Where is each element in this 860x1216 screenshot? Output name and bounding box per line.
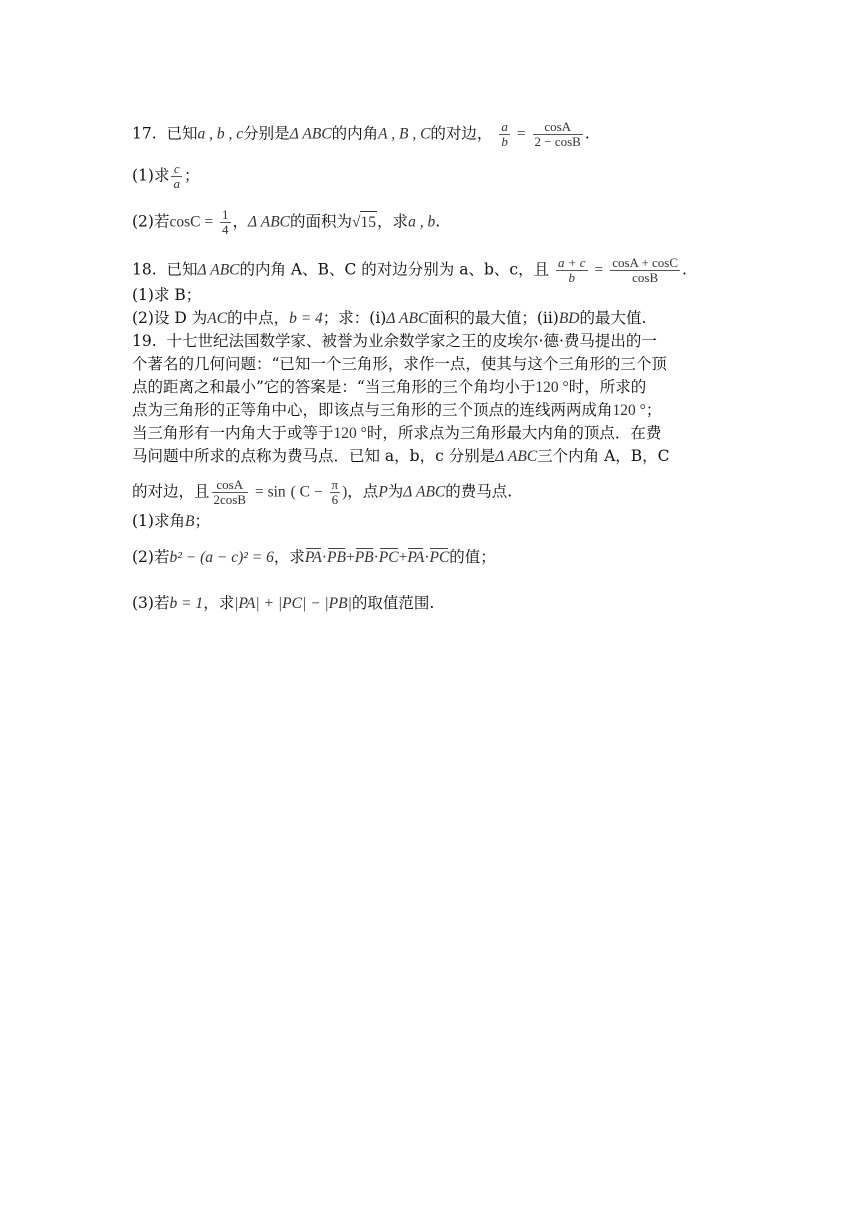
denominator: b	[501, 134, 508, 149]
text: .	[435, 212, 441, 231]
text: 为	[387, 482, 404, 501]
fraction	[556, 256, 588, 285]
q19-part3	[132, 592, 434, 615]
math: ·	[424, 549, 430, 566]
numerator: c	[171, 162, 182, 177]
text: 的费马点.	[445, 482, 513, 501]
vector: PC	[379, 547, 399, 569]
text: (2)若	[132, 212, 170, 231]
denominator: 6	[331, 492, 339, 507]
fraction	[212, 478, 249, 507]
text: (1)求	[132, 166, 170, 185]
q18-part2	[132, 307, 646, 330]
math: BD	[558, 310, 580, 327]
math: B	[184, 513, 195, 530]
text: 当三角形有一内角大于或等于	[132, 424, 334, 442]
text: 三个内角 A，B，C	[537, 447, 670, 465]
radicand: 15	[360, 211, 378, 234]
denominator: cosB	[632, 270, 659, 285]
fraction	[499, 120, 510, 149]
q19-line-1	[132, 330, 657, 352]
vector: PA	[305, 547, 322, 569]
q19-line-7	[132, 478, 512, 507]
text: .	[584, 124, 590, 143]
text: 分别是	[243, 124, 290, 143]
math: +	[345, 549, 355, 566]
text: 的中点，	[227, 309, 290, 327]
numerator: π	[331, 477, 339, 492]
math: AC	[207, 310, 228, 327]
text: 的对边，	[430, 124, 493, 143]
denominator: 4	[222, 222, 229, 237]
math: = sin	[254, 483, 286, 501]
math: Δ ABC	[197, 261, 240, 279]
q17-number: 17.	[132, 124, 157, 143]
denominator: 2 − cosB	[534, 134, 581, 149]
math: Δ ABC	[289, 125, 332, 143]
numerator: cosA + cosC	[612, 255, 679, 270]
text: ；	[183, 166, 200, 185]
text: ，求	[273, 548, 305, 566]
denominator: b	[568, 270, 576, 285]
math: 120 °	[333, 425, 367, 442]
text: 个著名的几何问题：“已知一个三角形，求作一点，使其与这个三角形的三个顶	[132, 355, 667, 373]
math: 120 °	[612, 402, 646, 419]
math: =	[516, 125, 526, 143]
text: ；	[645, 401, 662, 419]
math: b = 4	[289, 310, 323, 327]
text: 的面积为	[290, 212, 353, 231]
text: ，	[232, 212, 249, 231]
q19-part1	[132, 510, 210, 533]
text: 已知	[166, 260, 198, 279]
q19-line-2	[132, 353, 667, 375]
text: ，求	[203, 594, 235, 612]
text: 时，所求点为三角形最大内角的顶点．在费	[366, 424, 662, 442]
q18-number: 18.	[132, 260, 157, 279]
q17-stem	[132, 120, 590, 149]
numerator: cosA	[533, 120, 583, 135]
math: cosC =	[169, 213, 214, 231]
fraction	[533, 120, 583, 149]
math: +	[398, 549, 408, 566]
text: ；求：(ⅰ)	[322, 309, 387, 327]
math: |PA| + |PC| − |PB|	[234, 595, 352, 612]
q19-number: 19.	[132, 332, 157, 350]
text: 马问题中所求的点称为费马点．已知 a，b，c 分别是	[132, 447, 496, 465]
text: (1)求 B；	[132, 286, 202, 304]
numerator: a	[501, 119, 508, 134]
text: (1)求角	[132, 512, 185, 530]
math: A , B , C	[378, 125, 431, 143]
math: Δ ABC	[403, 483, 446, 501]
text: ；	[194, 512, 210, 530]
vector: PB	[327, 547, 346, 569]
text: 的内角 A、B、C 的对边分别为 a、b、c，且	[239, 260, 550, 279]
math: =	[594, 261, 604, 279]
math: a , b , c	[197, 125, 244, 143]
math: ·	[321, 549, 327, 566]
q19-line-5	[132, 422, 661, 445]
text: 十七世纪法国数学家、被誉为业余数学家之王的皮埃尔·德·费马提出的一	[166, 332, 657, 350]
text: .	[682, 260, 687, 279]
vector: PB	[355, 547, 374, 569]
text: ，点	[347, 482, 379, 501]
math: a , b	[408, 213, 436, 231]
math: ( C −	[290, 483, 323, 501]
q17-part2	[132, 208, 440, 237]
math: b = 1	[169, 595, 204, 612]
numerator: a + c	[558, 255, 586, 270]
text: ，求	[377, 212, 409, 231]
q18-part1	[132, 284, 201, 306]
q18-stem	[132, 256, 687, 285]
math: ·	[373, 549, 379, 566]
text: 时，所求的	[568, 378, 647, 396]
vector: PC	[429, 547, 449, 569]
text: (2)若	[132, 548, 170, 566]
q19-line-3	[132, 376, 646, 399]
denominator: a	[173, 176, 180, 191]
text: 的内角	[331, 124, 379, 143]
q19-line-4	[132, 399, 661, 422]
math: 120 °	[535, 379, 569, 396]
denominator: 2cosB	[213, 492, 247, 507]
math: b² − (a − c)² = 6	[169, 549, 274, 566]
math: P	[378, 483, 388, 501]
math: Δ ABC	[386, 310, 429, 327]
math: )	[342, 483, 348, 501]
sqrt-symbol: √	[352, 213, 361, 231]
fraction	[610, 256, 680, 285]
q17-part1	[132, 162, 199, 191]
numerator: cosA	[212, 478, 249, 493]
q19-line-6	[132, 445, 670, 468]
q19-part2	[132, 546, 496, 569]
fraction	[171, 162, 182, 191]
vector: PA	[407, 547, 424, 569]
text: 的对边，且	[132, 482, 210, 501]
math: Δ ABC	[248, 213, 291, 231]
fraction	[330, 478, 341, 507]
math: Δ ABC	[495, 448, 538, 465]
text: 的取值范围.	[351, 594, 435, 612]
fraction	[220, 208, 231, 237]
text: 已知	[166, 124, 198, 143]
text: 点的距离之和最小”它的答案是：“当三角形的三个角均小于	[132, 378, 536, 396]
text: 面积的最大值；(ⅱ)	[428, 309, 559, 327]
text: 的值；	[449, 548, 496, 566]
text: (3)若	[132, 594, 170, 612]
text: 点为三角形的正等角中心，即该点与三角形的三个顶点的连线两两成角	[132, 401, 613, 419]
text: (2)设 D 为	[132, 309, 208, 327]
text: 的最大值.	[579, 309, 647, 327]
numerator: 1	[222, 207, 229, 222]
